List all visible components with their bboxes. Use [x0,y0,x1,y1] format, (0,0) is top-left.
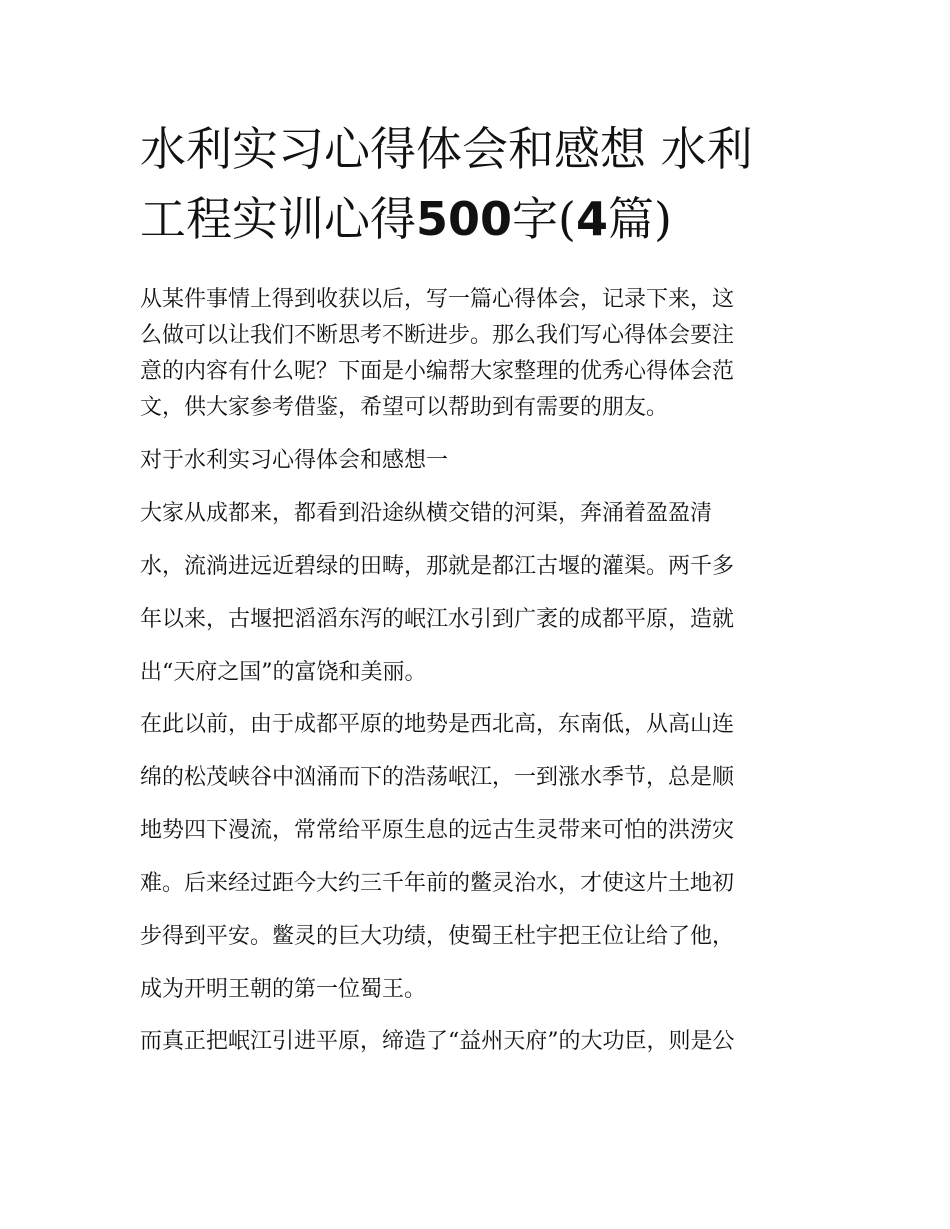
title-line-2-prefix: 工程实训心得 [140,192,416,246]
section-heading: 对于水利实习心得体会和感想一 [140,448,449,473]
document-body [140,282,820,1060]
title-article-count: 4 [575,192,608,246]
body-line: 而真正把岷江引进平原，缔造了“益州天府”的大功臣，则是公 [140,1029,735,1054]
body-line: 地势四下漫流，常常给平原生息的远古生灵带来可怕的洪涝灾 [140,818,735,843]
body-line: 绵的松茂峡谷中汹涌而下的浩荡岷江，一到涨水季节，总是顺 [140,765,735,790]
body-line: 文，供大家参考借鉴，希望可以帮助到有需要的朋友。 [140,395,669,420]
title-line-1: 水利实习心得体会和感想 水利 [140,122,753,176]
body-line: 在此以前，由于成都平原的地势是西北高，东南低，从高山连 [140,712,735,737]
title-word-count: 500 [416,192,513,246]
document-title [140,114,820,254]
body-line: 成为开明王朝的第一位蜀王。 [140,977,427,1002]
body-line: 年以来，古堰把滔滔东泻的岷江水引到广袤的成都平原，造就 [140,607,735,632]
body-line: 从某件事情上得到收获以后，写一篇心得体会，记录下来，这 [140,287,735,312]
body-line: 意的内容有什么呢？下面是小编帮大家整理的优秀心得体会范 [140,359,735,384]
body-line: 步得到平安。鳖灵的巨大功绩，使蜀王杜宇把王位让给了他， [140,924,735,949]
body-line: 水，流淌进远近碧绿的田畴，那就是都江古堰的灌渠。两千多 [140,554,735,579]
title-line-2 [140,184,820,254]
title-line-2-suffix: 篇) [608,192,672,246]
body-line: 大家从成都来，都看到沿途纵横交错的河渠，奔涌着盈盈清 [140,501,713,526]
title-line-2-mid: 字( [512,192,576,246]
body-line: 难。后来经过距今大约三千年前的鳖灵治水，才使这片土地初 [140,871,735,896]
body-line: 么做可以让我们不断思考不断进步。那么我们写心得体会要注 [140,323,735,348]
body-line: 出“天府之国”的富饶和美丽。 [140,660,427,685]
